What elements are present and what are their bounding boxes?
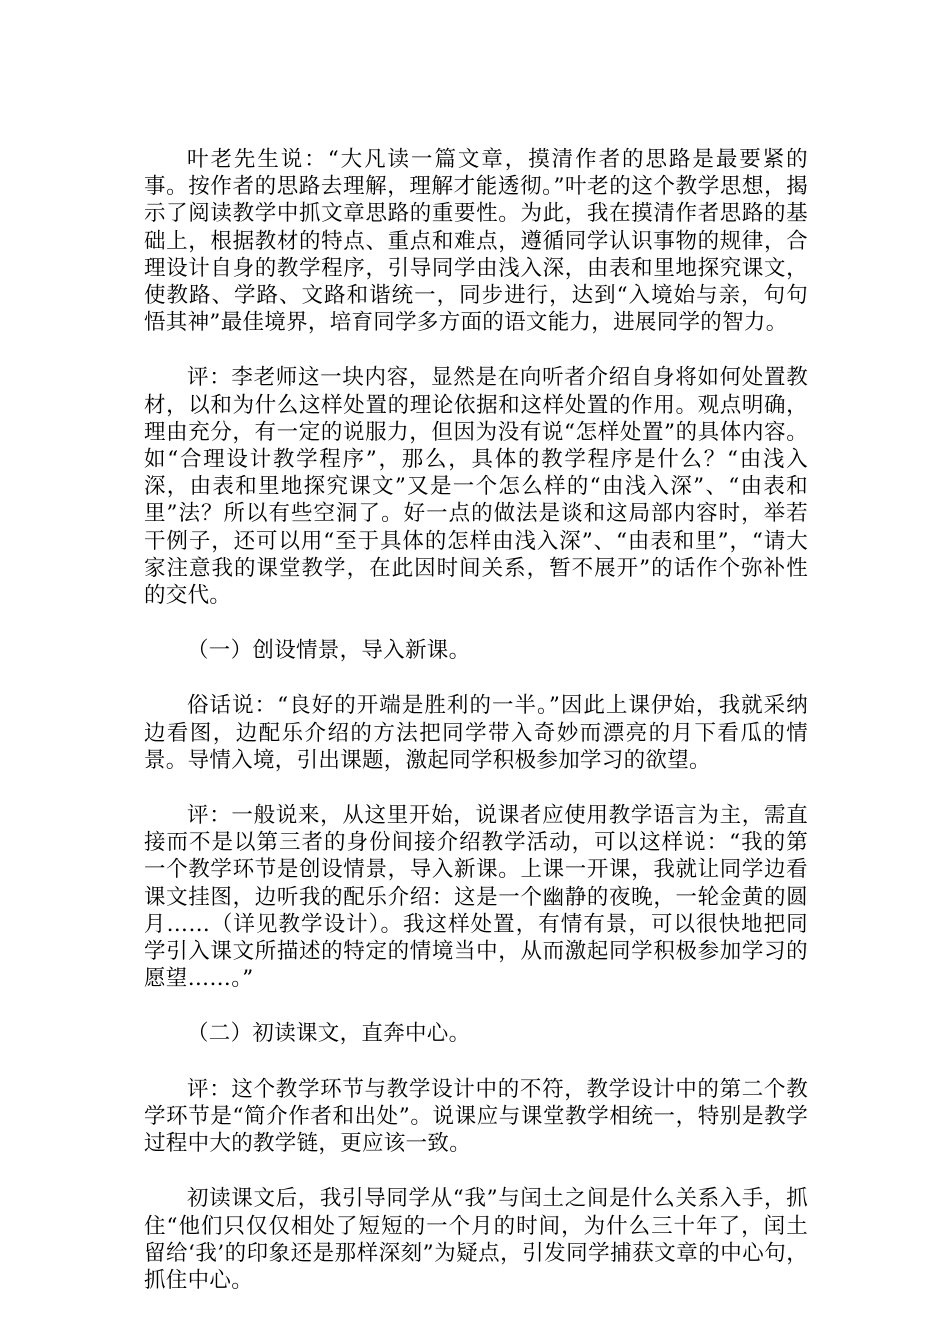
paragraph-first-reading: 初读课文后，我引导同学从“我”与闰土之间是什么关系入手，抓住“他们只仅仅相处了短短的一个月的时间，为什么三十年了，闰土留给‘我’的印象还是那样深刻”为疑点，引发同学捕获文章的中心句，抓住中心。: [144, 1186, 808, 1293]
paragraph-comment-1: 评：李老师这一块内容，显然是在向听者介绍自身将如何处置教材，以和为什么这样处置的理论依据和这样处置的作用。观点明确，理由充分，有一定的说服力，但因为没有说“怎样处置”的具体内容。如“合理设计教学程序”，那么，具体的教学程序是什么？“由浅入深，由表和里地探究课文”又是一个怎么样的“由浅入深”、“由表和里”法？所以有些空洞了。好一点的做法是谈和这局部内容时，举若干例子，还可以用“至于具体的怎样由浅入深”、“由表和里”，“请大家注意我的课堂教学，在此因时间关系，暂不展开”的话作个弥补性的交代。: [144, 365, 808, 609]
paragraph-gap: [144, 336, 808, 364]
paragraph-gap: [144, 774, 808, 802]
paragraph-gap: [144, 1048, 808, 1076]
section-heading-2: （二）初读课文，直奔中心。: [187, 1021, 471, 1047]
paragraph-ye-lao-quote: 叶老先生说：“大凡读一篇文章，摸清作者的思路是最要紧的事。按作者的思路去理解，理解才能透彻。”叶老的这个教学思想，揭示了阅读教学中抓文章思路的重要性。为此，我在摸清作者思路的基础上，根据教材的特点、重点和难点，遵循同学认识事物的规律，合理设计自身的教学程序，引导同学由浅入深，由表和里地探究课文，使教路、学路、文路和谐统一，同步进行，达到“入境始与亲，句句悟其神”最佳境界，培育同学多方面的语文能力，进展同学的智力。: [144, 147, 808, 336]
paragraph-gap: [144, 664, 808, 692]
paragraph-gap: [144, 609, 808, 637]
paragraph-comment-2: 评：一般说来，从这里开始，说课者应使用教学语言为主，需直接而不是以第三者的身份间接介绍教学活动，可以这样说：“我的第一个教学环节是创设情景，导入新课。上课一开课，我就让同学边看课文挂图，边听我的配乐介绍：这是一个幽静的夜晚，一轮金黄的圆月……（详见教学设计）。我这样处置，有情有景，可以很快地把同学引入课文所描述的特定的情境当中，从而激起同学积极参加学习的愿望……。”: [144, 803, 808, 992]
paragraph-gap: [144, 1157, 808, 1185]
paragraph-comment-3: 评：这个教学环节与教学设计中的不符，教学设计中的第二个教学环节是“简介作者和出处”。说课应与课堂教学相统一，特别是教学过程中大的教学链，更应该一致。: [144, 1076, 808, 1157]
paragraph-introduction: 俗话说：“良好的开端是胜利的一半。”因此上课伊始，我就采纳边看图，边配乐介绍的方法把同学带入奇妙而漂亮的月下看瓜的情景。导情入境，引出课题，激起同学积极参加学习的欲望。: [144, 693, 808, 773]
document-body: [144, 146, 808, 1294]
section-heading-1: （一）创设情景，导入新课。: [187, 638, 471, 664]
paragraph-gap: [144, 992, 808, 1020]
